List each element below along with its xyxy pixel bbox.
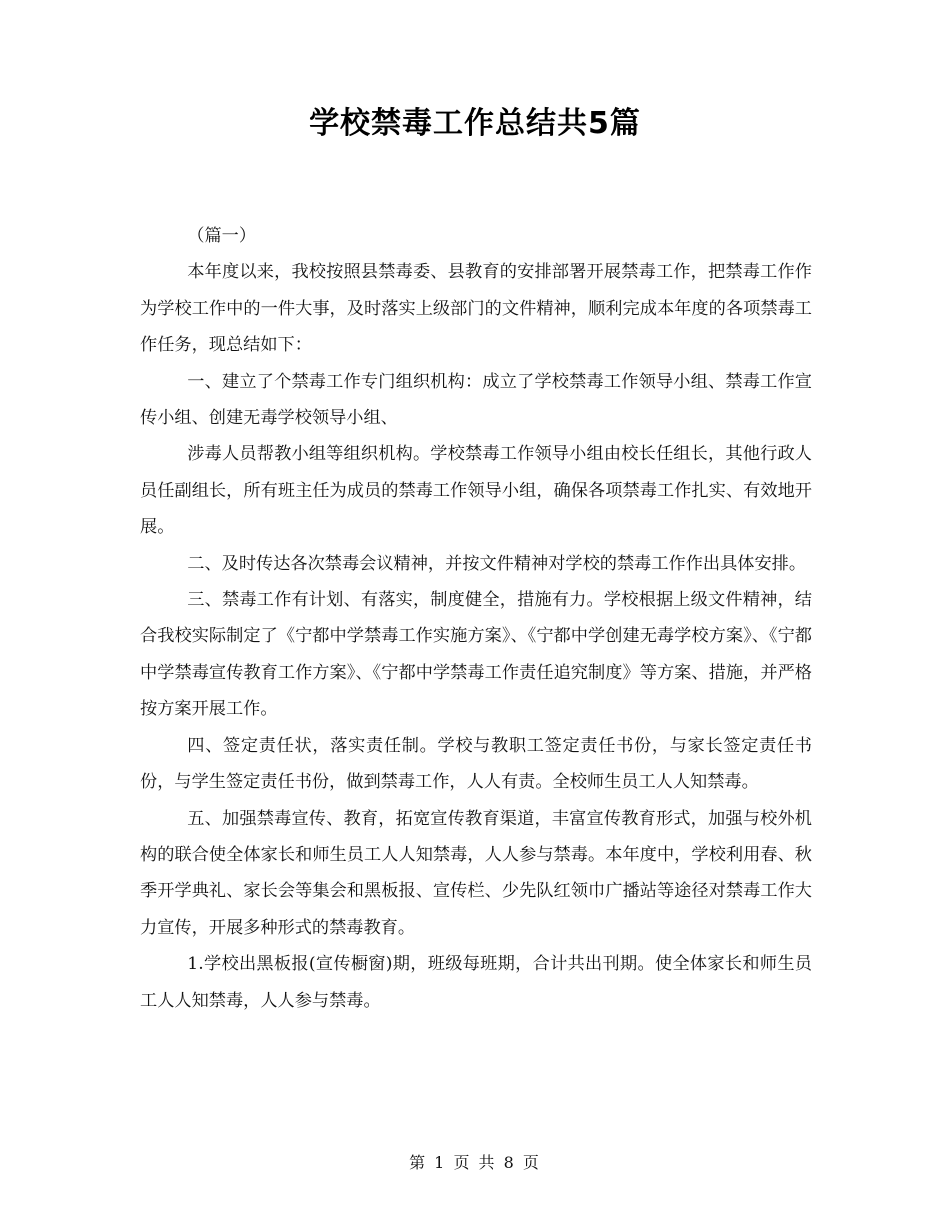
paragraph: 涉毒人员帮教小组等组织机构。学校禁毒工作领导小组由校长任组长，其他行政人员任副组长，所有班主任为成员的禁毒工作领导小组，确保各项禁毒工作扎实、有效地开展。 — [140, 444, 812, 538]
document-body — [140, 218, 812, 1019]
paragraph: 一、建立了个禁毒工作专门组织机构：成立了学校禁毒工作领导小组、禁毒工作宣传小组、创建无毒学校领导小组、 — [140, 371, 812, 429]
paragraph: 四、签定责任状，落实责任制。学校与教职工签定责任书份，与家长签定责任书份，与学生签定责任书份，做到禁毒工作，人人有责。全校师生员工人人知禁毒。 — [140, 735, 812, 793]
page-footer: 第 1 页 共 8 页 — [409, 1153, 541, 1172]
paragraph: 三、禁毒工作有计划、有落实，制度健全，措施有力。学校根据上级文件精神，结合我校实际制定了《宁都中学禁毒工作实施方案》、《宁都中学创建无毒学校方案》、《宁都中学禁毒宣传教育工作方案》、《宁都中学禁毒工作责任追究制度》等方案、措施，并严格按方案开展工作。 — [140, 590, 812, 720]
paragraph: 五、加强禁毒宣传、教育，拓宽宣传教育渠道，丰富宣传教育形式，加强与校外机构的联合使全体家长和师生员工人人知禁毒，人人参与禁毒。本年度中，学校利用春、秋季开学典礼、家长会等集会和黑板报、宣传栏、少先队红领巾广播站等途径对禁毒工作大力宣传，开展多种形式的禁毒教育。 — [140, 808, 812, 938]
paragraph: 二、及时传达各次禁毒会议精神，并按文件精神对学校的禁毒工作作出具体安排。 — [187, 553, 807, 574]
paragraph: 本年度以来，我校按照县禁毒委、县教育的安排部署开展禁毒工作，把禁毒工作作为学校工作中的一件大事，及时落实上级部门的文件精神，顺利完成本年度的各项禁毒工作任务，现总结如下： — [140, 262, 812, 356]
paragraph: 1.学校出黑板报(宣传橱窗)期，班级每班期，合计共出刊期。使全体家长和师生员工人人知禁毒，人人参与禁毒。 — [140, 954, 812, 1011]
document-title: 学校禁毒工作总结共5篇 — [309, 106, 641, 141]
section-label: （篇一） — [187, 226, 257, 246]
